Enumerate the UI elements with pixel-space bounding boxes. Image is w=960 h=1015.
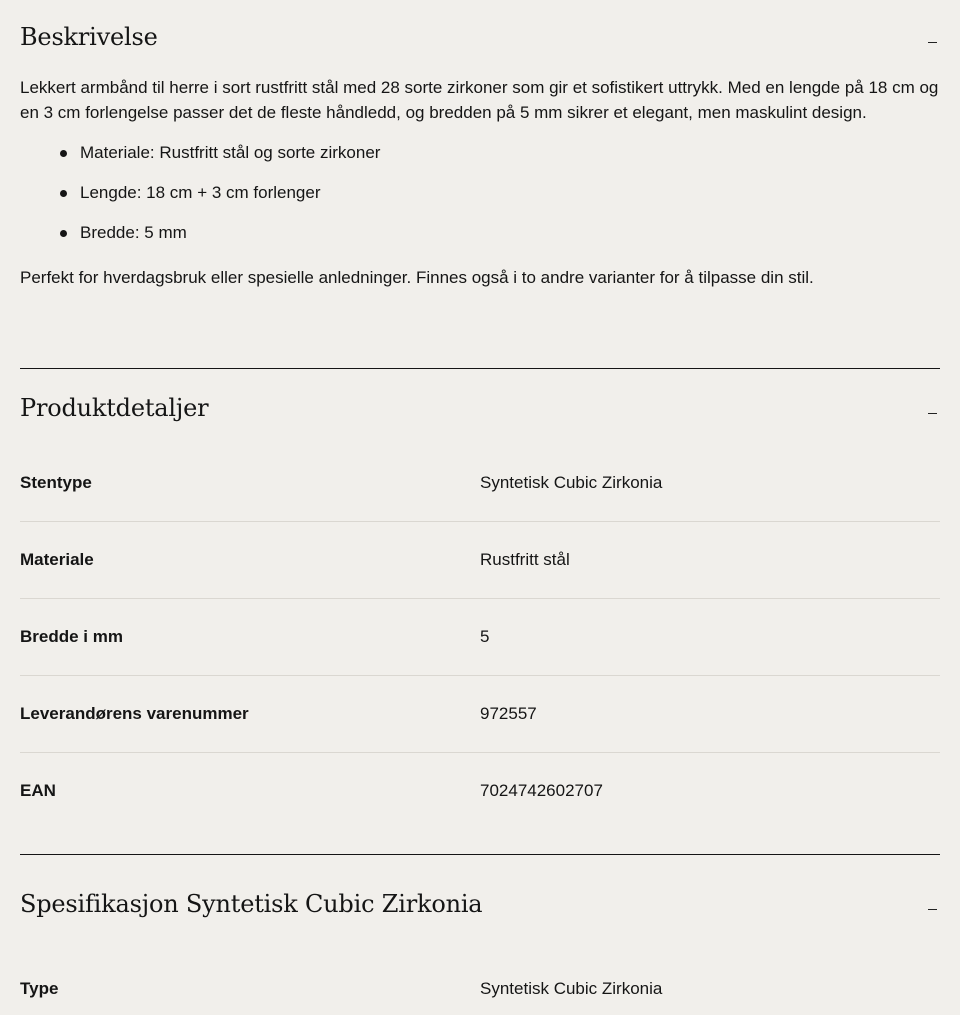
- detail-row: [20, 753, 940, 829]
- section-divider: [20, 854, 940, 855]
- specification-title: Spesifikasjon Syntetisk Cubic Zirkonia: [20, 890, 483, 918]
- minus-icon: [928, 413, 937, 414]
- detail-row: [20, 522, 940, 599]
- detail-label: Leverandørens varenummer: [20, 704, 249, 723]
- bullet-item: Bredde: 5 mm: [80, 222, 940, 262]
- detail-row: [20, 676, 940, 753]
- minus-icon: [928, 42, 937, 43]
- detail-label: EAN: [20, 781, 56, 800]
- detail-value: Rustfritt stål: [480, 550, 570, 569]
- specification-table: [20, 951, 940, 1015]
- details-table: [20, 445, 940, 829]
- description-header[interactable]: [20, 0, 940, 70]
- specification-section: [20, 867, 940, 937]
- description-section: [20, 0, 940, 290]
- bullet-item: Lengde: 18 cm + 3 cm forlenger: [80, 182, 940, 222]
- details-section: [20, 371, 940, 441]
- specification-collapse-button[interactable]: [924, 891, 940, 915]
- details-header[interactable]: [20, 371, 940, 441]
- detail-row: [20, 951, 940, 1015]
- detail-value: 972557: [480, 704, 537, 723]
- detail-value: 5: [480, 627, 490, 646]
- description-collapse-button[interactable]: [924, 24, 940, 48]
- detail-row: [20, 445, 940, 522]
- detail-label: Materiale: [20, 550, 94, 569]
- section-divider: [20, 368, 940, 369]
- detail-value: 7024742602707: [480, 781, 603, 800]
- detail-label: Type: [20, 979, 59, 998]
- detail-value: Syntetisk Cubic Zirkonia: [480, 473, 663, 492]
- specification-header[interactable]: [20, 867, 940, 937]
- description-bullet-list: [20, 142, 940, 262]
- description-closing: Perfekt for hverdagsbruk eller spesielle anledninger. Finnes også i to andre varianter for å tilpasse din stil.: [20, 268, 814, 287]
- description-body: [20, 75, 940, 290]
- detail-label: Stentype: [20, 473, 92, 492]
- details-title: Produktdetaljer: [20, 394, 209, 422]
- minus-icon: [928, 909, 937, 910]
- description-paragraph: Lekkert armbånd til herre i sort rustfritt stål med 28 sorte zirkoner som gir et sofistikert uttrykk. Med en lengde på 18 cm og en 3 cm forlengelse passer det de fleste håndledd, og bredden på 5 mm sikrer et elegant, men maskulint design.: [20, 78, 939, 122]
- detail-label: Bredde i mm: [20, 627, 123, 646]
- detail-row: [20, 599, 940, 676]
- bullet-item: Materiale: Rustfritt stål og sorte zirkoner: [80, 142, 940, 182]
- details-collapse-button[interactable]: [924, 395, 940, 419]
- description-title: Beskrivelse: [20, 23, 158, 51]
- detail-value: Syntetisk Cubic Zirkonia: [480, 979, 663, 998]
